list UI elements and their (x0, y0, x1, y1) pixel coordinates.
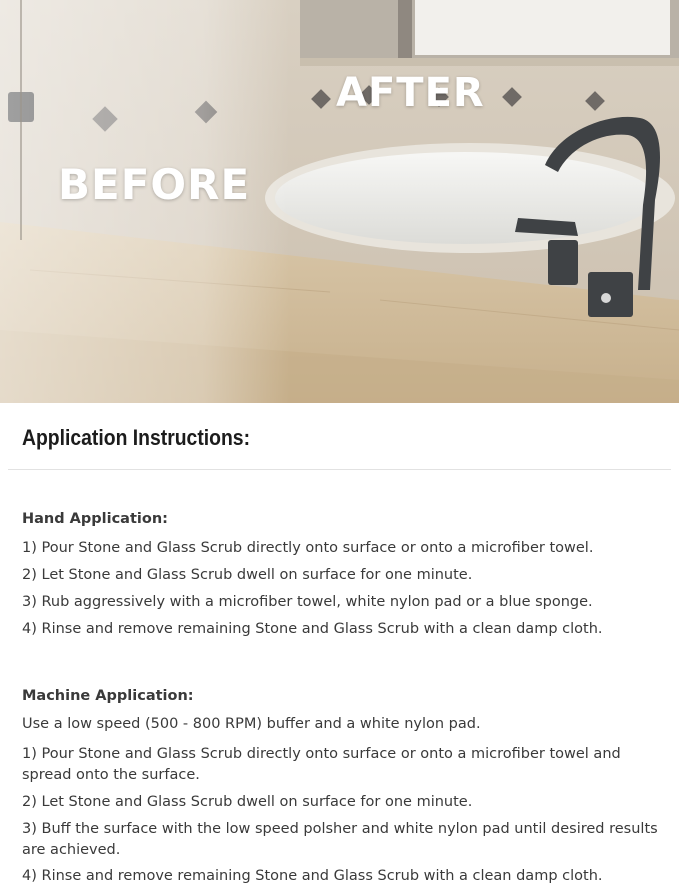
machine-intro: Use a low speed (500 - 800 RPM) buffer and a white nylon pad. (22, 716, 481, 732)
machine-step-3: 3) Buff the surface with the low speed polsher and white nylon pad until desired results are achieved. (22, 821, 658, 858)
hand-step-1: 1) Pour Stone and Glass Scrub directly onto surface or onto a microfiber towel. (22, 540, 594, 556)
machine-application-title: Machine Application: (22, 688, 194, 704)
hand-application-title: Hand Application: (22, 511, 168, 527)
hand-step-2: 2) Let Stone and Glass Scrub dwell on surface for one minute. (22, 567, 473, 583)
before-after-photo (0, 0, 679, 403)
machine-step-1: 1) Pour Stone and Glass Scrub directly onto surface or onto a microfiber towel and spread onto the surface. (22, 746, 621, 783)
before-label: BEFORE (58, 160, 251, 209)
machine-step-2: 2) Let Stone and Glass Scrub dwell on surface for one minute. (22, 794, 473, 810)
hand-step-3: 3) Rub aggressively with a microfiber towel, white nylon pad or a blue sponge. (22, 594, 593, 610)
divider (8, 469, 671, 470)
after-label: AFTER (336, 70, 485, 116)
machine-step-4: 4) Rinse and remove remaining Stone and Glass Scrub with a clean damp cloth. (22, 868, 603, 884)
hand-step-4: 4) Rinse and remove remaining Stone and Glass Scrub with a clean damp cloth. (22, 621, 603, 637)
page-title: Application Instructions: (22, 425, 251, 450)
